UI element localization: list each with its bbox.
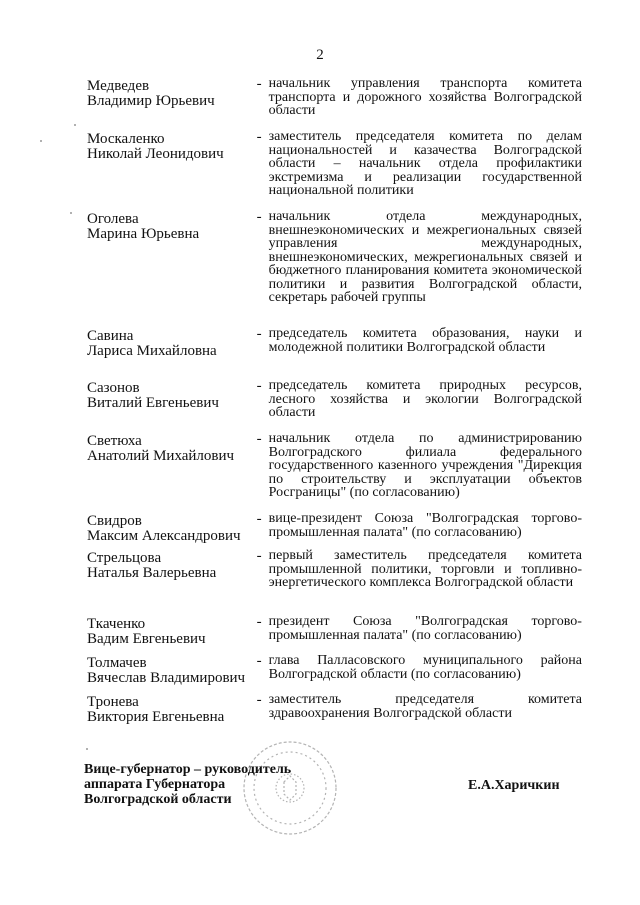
- list-item: [87, 432, 582, 500]
- member-surname: Оголева: [87, 211, 139, 227]
- member-given-name: Анатолий Михайлович: [87, 448, 235, 464]
- member-position: глава Палласовского муниципального района Волгоградской области (по согласованию): [268, 653, 582, 682]
- list-item: [87, 615, 582, 647]
- page-number: 2: [316, 47, 324, 63]
- member-surname: Сазонов: [87, 380, 140, 396]
- list-item: [87, 512, 582, 544]
- member-name: [87, 615, 257, 647]
- member-given-name: Вячеслав Владимирович: [87, 670, 246, 686]
- list-item: [87, 130, 582, 198]
- dash: -: [256, 129, 262, 145]
- member-name: [87, 130, 257, 198]
- member-given-name: Наталья Валерьевна: [87, 565, 217, 581]
- member-position: начальник отдела международных, внешнеэкономических и межрегиональных связей управления международных, внешнеэкономических, межрегиональных связей и бюджетного планирования комитета экономической политики и развития Волгоградской области, секретарь рабочей группы: [268, 209, 582, 305]
- member-position: начальник управления транспорта комитета транспорта и дорожного хозяйства Волгоградской области: [268, 76, 582, 118]
- member-given-name: Максим Александрович: [87, 528, 241, 544]
- list-item: [87, 77, 582, 118]
- member-given-name: Виталий Евгеньевич: [87, 395, 219, 411]
- member-given-name: Вадим Евгеньевич: [87, 631, 206, 647]
- member-surname: Свидров: [87, 513, 142, 529]
- member-name: [87, 210, 257, 305]
- signer-name: Е.А.Харичкин: [468, 778, 560, 793]
- member-surname: Стрельцова: [87, 550, 162, 566]
- dash: -: [256, 614, 262, 630]
- member-surname: Медведев: [87, 78, 150, 94]
- member-name: [87, 327, 257, 359]
- member-name: [87, 512, 257, 544]
- member-name: [87, 693, 257, 725]
- scan-speck: [40, 140, 42, 142]
- member-position: председатель комитета природных ресурсов, лесного хозяйства и экологии Волгоградской области: [268, 378, 582, 420]
- list-item: [87, 327, 582, 359]
- list-item: [87, 210, 582, 305]
- member-surname: Савина: [87, 328, 134, 344]
- list-item: [87, 654, 582, 686]
- member-position: заместитель председателя комитета здравоохранения Волгоградской области: [268, 692, 582, 721]
- member-given-name: Лариса Михайловна: [87, 343, 217, 359]
- scan-speck: [74, 124, 76, 126]
- member-surname: Тронева: [87, 694, 139, 710]
- dash: -: [256, 692, 262, 708]
- list-item: [87, 379, 582, 420]
- member-position: начальник отдела по администрированию Волгоградского филиала федерального государственного казенного учреждения "Дирекция по строительству и эксплуатации объектов Росграницы" (по согласованию): [268, 431, 582, 500]
- member-given-name: Владимир Юрьевич: [87, 93, 215, 109]
- dash: -: [256, 326, 262, 342]
- dash: -: [256, 76, 262, 92]
- member-position: президент Союза "Волгоградская торгово-промышленная палата" (по согласованию): [268, 614, 582, 643]
- signature-title-line-3: Волгоградской области: [84, 792, 232, 807]
- signature-title-line-1: Вице-губернатор – руководитель: [84, 762, 292, 777]
- member-surname: Москаленко: [87, 131, 165, 147]
- member-name: [87, 549, 257, 590]
- member-position: первый заместитель председателя комитета промышленной политики, торговли и топливно-энергетического комплекса Волгоградской области: [268, 548, 582, 590]
- member-name: [87, 432, 257, 500]
- dash: -: [256, 378, 262, 394]
- list-item: [87, 549, 582, 590]
- dash: -: [256, 511, 262, 527]
- member-position: председатель комитета образования, науки и молодежной политики Волгоградской области: [268, 326, 582, 355]
- member-name: [87, 654, 257, 686]
- member-surname: Светюха: [87, 433, 142, 449]
- dash: -: [256, 431, 262, 447]
- member-name: [87, 379, 257, 420]
- list-item: [87, 693, 582, 725]
- signature-title-line-2: аппарата Губернатора: [84, 777, 226, 792]
- member-name: [87, 77, 257, 118]
- member-surname: Толмачев: [87, 655, 147, 671]
- member-given-name: Николай Леонидович: [87, 146, 224, 162]
- member-surname: Ткаченко: [87, 616, 146, 632]
- member-position: вице-президент Союза "Волгоградская торгово-промышленная палата" (по согласованию): [268, 511, 582, 540]
- dash: -: [256, 209, 262, 225]
- member-position: заместитель председателя комитета по делам национальностей и казачества Волгоградской области – начальник отдела профилактики экстремизма и реализации государственной национальной политики: [268, 129, 582, 198]
- scan-speck: [86, 748, 88, 750]
- member-given-name: Марина Юрьевна: [87, 226, 200, 242]
- scan-speck: [70, 212, 72, 214]
- dash: -: [256, 653, 262, 669]
- member-given-name: Виктория Евгеньевна: [87, 709, 225, 725]
- dash: -: [256, 548, 262, 564]
- signature-block: [84, 762, 291, 807]
